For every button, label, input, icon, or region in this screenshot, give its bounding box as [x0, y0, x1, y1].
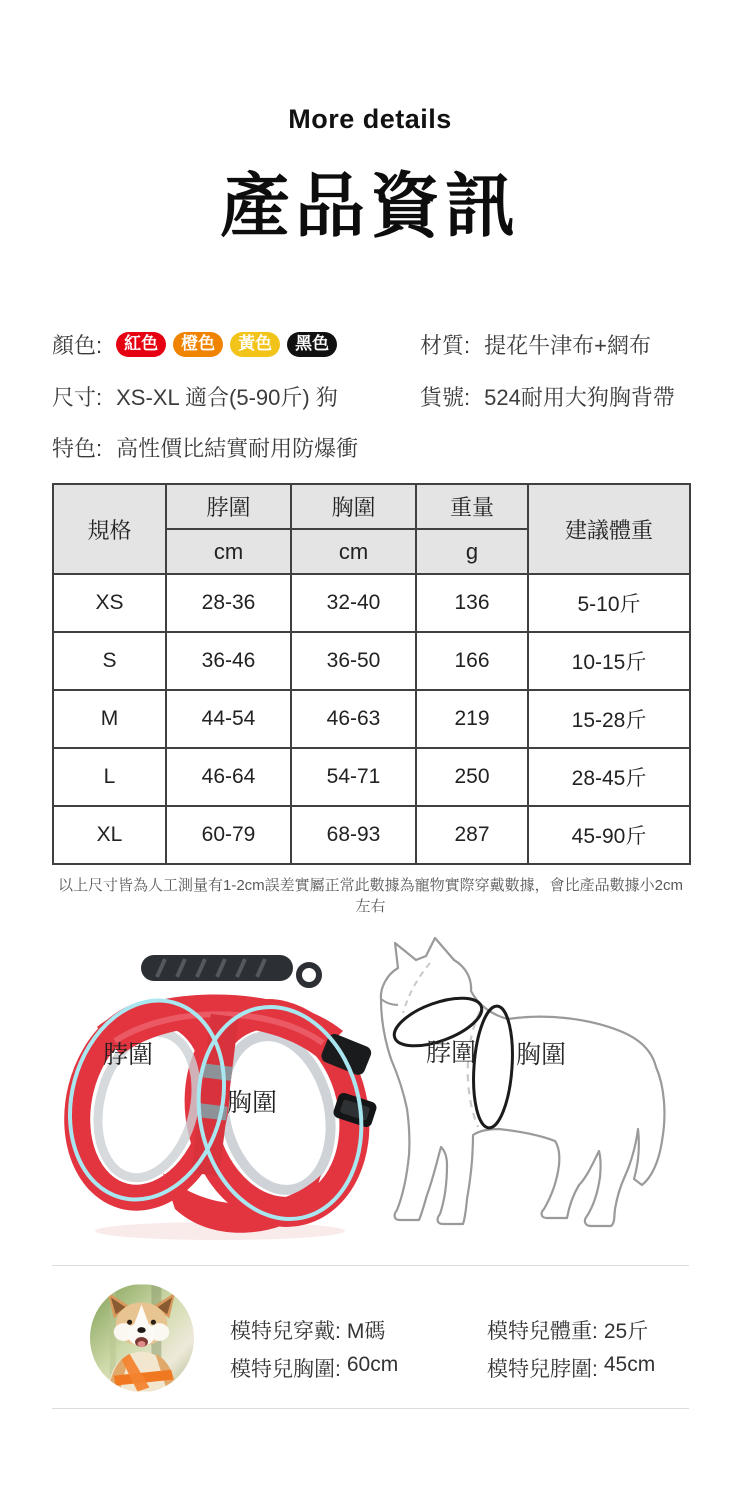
- cell-chest: 32-40: [291, 574, 416, 632]
- cell-neck: 28-36: [166, 574, 291, 632]
- divider: [52, 1265, 689, 1266]
- feature-value: 高性價比結實耐用防爆衝: [116, 436, 359, 461]
- model-weight-label: 模特兒體重:: [487, 1320, 598, 1343]
- color-swatch-red: 紅色: [116, 332, 166, 357]
- model-neck-value: 45cm: [603, 1353, 656, 1376]
- cell-chest: 46-63: [291, 690, 416, 748]
- table-row: [53, 748, 690, 806]
- color-label: 顏色:: [52, 333, 103, 358]
- cell-chest: 54-71: [291, 748, 416, 806]
- cell-spec: L: [53, 748, 166, 806]
- material-label: 材質:: [420, 333, 471, 358]
- material-value: 提花牛津布+網布: [484, 333, 651, 358]
- color-swatch-yellow: 黃色: [230, 332, 280, 357]
- cell-chest: 68-93: [291, 806, 416, 864]
- cell-spec: XL: [53, 806, 166, 864]
- attribute-size: [52, 381, 338, 412]
- item-number-label: 貨號:: [420, 385, 471, 410]
- attribute-item-number: [420, 381, 675, 412]
- dog-measurement-diagram: [368, 933, 703, 1243]
- model-dog-photo: [90, 1284, 194, 1392]
- cell-weight: 250: [416, 748, 528, 806]
- cell-weight: 166: [416, 632, 528, 690]
- model-neck-size: [487, 1353, 655, 1383]
- model-weight: [487, 1315, 648, 1345]
- color-swatch-orange: 橙色: [173, 332, 223, 357]
- col-header-spec: 規格: [53, 484, 166, 574]
- dog-neck-label: 脖圍: [426, 1039, 477, 1067]
- color-swatch-black: 黑色: [287, 332, 337, 357]
- cell-suggest: 15-28斤: [528, 690, 690, 748]
- page-title: 產品資訊: [220, 167, 520, 245]
- harness-neck-label: 脖圍: [103, 1041, 154, 1069]
- cell-neck: 36-46: [166, 632, 291, 690]
- cell-suggest: 28-45斤: [528, 748, 690, 806]
- cell-weight: 136: [416, 574, 528, 632]
- attribute-feature: [52, 432, 358, 463]
- feature-label: 特色:: [52, 436, 103, 461]
- attribute-color: [52, 329, 344, 360]
- cell-suggest: 45-90斤: [528, 806, 690, 864]
- cell-spec: XS: [53, 574, 166, 632]
- col-header-neck: 脖圍: [166, 484, 291, 529]
- measurement-disclaimer: 以上尺寸皆為人工測量有1-2cm誤差實屬正常此數據為寵物實際穿戴數據，會比產品數據小2cm左右: [57, 877, 684, 915]
- unit-chest-cm: cm: [291, 529, 416, 574]
- table-row: [53, 632, 690, 690]
- model-wear-label: 模特兒穿戴:: [230, 1320, 341, 1343]
- cell-spec: S: [53, 632, 166, 690]
- table-row: [53, 806, 690, 864]
- cell-neck: 46-64: [166, 748, 291, 806]
- cell-chest: 36-50: [291, 632, 416, 690]
- product-harness-image: [55, 945, 380, 1245]
- model-wear-value: M碼: [346, 1320, 386, 1343]
- size-table: [52, 483, 691, 865]
- more-details-heading: More details: [288, 104, 452, 134]
- cell-suggest: 5-10斤: [528, 574, 690, 632]
- model-chest-size: [230, 1353, 398, 1383]
- dog-chest-label: 胸圍: [516, 1041, 567, 1069]
- harness-chest-label: 胸圍: [227, 1089, 278, 1117]
- cell-weight: 219: [416, 690, 528, 748]
- table-row: [53, 690, 690, 748]
- cell-neck: 44-54: [166, 690, 291, 748]
- item-number-value: 524耐用大狗胸背帶: [484, 385, 675, 410]
- cell-neck: 60-79: [166, 806, 291, 864]
- model-chest-value: 60cm: [346, 1353, 399, 1376]
- divider: [52, 1408, 689, 1409]
- dog-outline: [381, 938, 665, 1226]
- col-header-weight: 重量: [416, 484, 528, 529]
- cell-suggest: 10-15斤: [528, 632, 690, 690]
- cell-weight: 287: [416, 806, 528, 864]
- model-weight-value: 25斤: [603, 1320, 649, 1343]
- model-neck-label: 模特兒脖圍:: [487, 1358, 598, 1381]
- col-header-suggest: 建議體重: [528, 484, 690, 574]
- size-value: XS-XL 適合(5-90斤) 狗: [116, 385, 338, 410]
- table-row: [53, 574, 690, 632]
- attribute-material: [420, 329, 651, 360]
- size-label: 尺寸:: [52, 385, 103, 410]
- leash-d-ring: [299, 965, 319, 985]
- model-wear-size: [230, 1315, 385, 1345]
- col-header-chest: 胸圍: [291, 484, 416, 529]
- unit-neck-cm: cm: [166, 529, 291, 574]
- cell-spec: M: [53, 690, 166, 748]
- model-chest-label: 模特兒胸圍:: [230, 1358, 341, 1381]
- unit-weight-g: g: [416, 529, 528, 574]
